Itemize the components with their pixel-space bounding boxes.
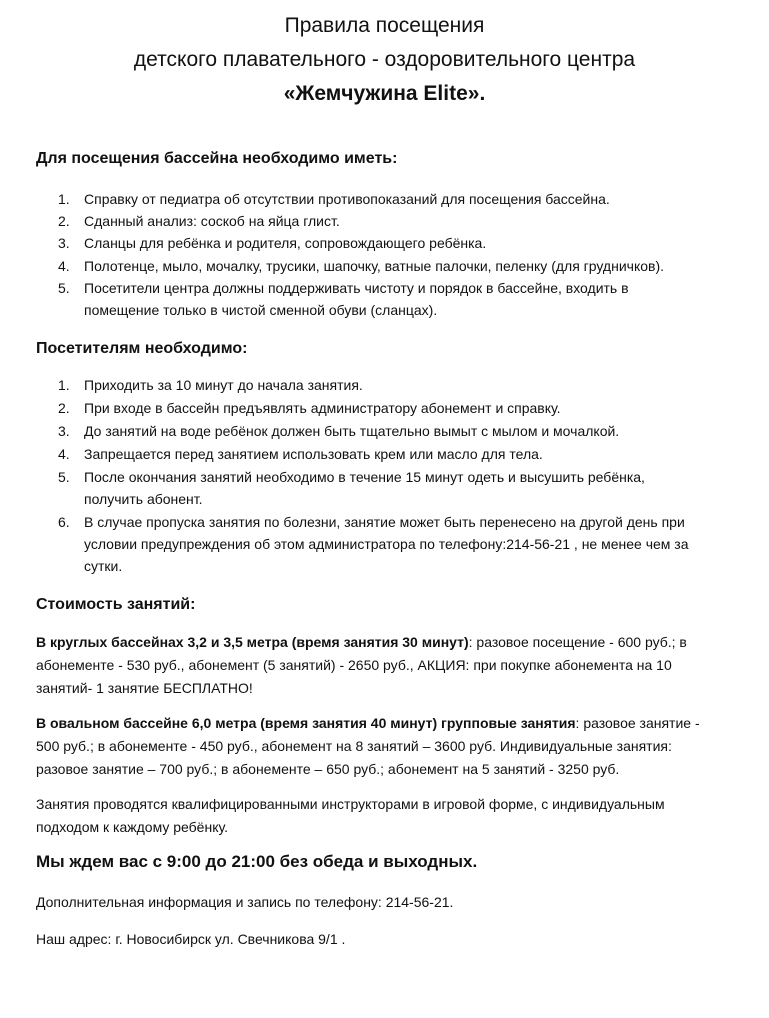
list-item: 5. Посетители центра должны поддерживать чистоту и порядок в бассейне, входить в помещение только в чистой сменной обуви (сланцах). xyxy=(58,280,629,318)
list-item: 3. Сланцы для ребёнка и родителя, сопровождающего ребёнка. xyxy=(58,235,487,251)
list-item: 6. В случае пропуска занятия по болезни, занятие может быть перенесено на другой день при условии предупреждения об этом администратора по телефону:214-56-21 , не менее чем за сутки. xyxy=(58,514,689,574)
contact-info: Дополнительная информация и запись по телефону: 214-56-21. xyxy=(36,894,454,910)
list-item: 5. После окончания занятий необходимо в течение 15 минут одеть и высушить ребёнка, получить абонент. xyxy=(58,469,645,507)
list-item: 2. При входе в бассейн предъявлять администратору абонемент и справку. xyxy=(58,400,561,416)
section1-heading: Для посещения бассейна необходимо иметь: xyxy=(36,150,398,167)
address: Наш адрес: г. Новосибирск ул. Свечникова 9/1 . xyxy=(36,931,346,947)
list-item: 1. Справку от педиатра об отсутствии противопоказаний для посещения бассейна. xyxy=(58,191,610,207)
list-item: 3. До занятий на воде ребёнок должен быть тщательно вымыт с мылом и мочалкой. xyxy=(58,423,620,439)
title-line-3: «Жемчужина Elite». xyxy=(283,82,486,105)
working-hours: Мы ждем вас с 9:00 до 21:00 без обеда и выходных. xyxy=(36,852,478,871)
title-line-1: Правила посещения xyxy=(284,14,485,37)
list-item: 4. Полотенце, мыло, мочалку, трусики, шапочку, ватные палочки, пеленку (для грудничков). xyxy=(58,258,665,274)
list-item: 4. Запрещается перед занятием использовать крем или масло для тела. xyxy=(58,446,543,462)
section2-heading: Посетителям необходимо: xyxy=(36,340,248,357)
section3-heading: Стоимость занятий: xyxy=(36,596,196,613)
price-oval-pool: В овальном бассейне 6,0 метра (время занятия 40 минут) групповые занятия: разовое занятие - 500 руб.; в абонементе - 450 руб., абонемент на 8 занятий – 3600 руб. Индивидуальные занятия: разовое занятие – 700 руб.; в абонементе – 650 руб.; абонемент на 5 занятий - 3250 руб. xyxy=(36,715,700,777)
list-item: 1. Приходить за 10 минут до начала занятия. xyxy=(58,377,363,393)
title-line-2: детского плавательного - оздоровительного центра xyxy=(133,48,636,71)
list-item: 2. Сданный анализ: соскоб на яйца глист. xyxy=(58,213,340,229)
price-round-pools: В круглых бассейнах 3,2 и 3,5 метра (время занятия 30 минут): разовое посещение - 600 руб.; в абонементе - 530 руб., абонемент (5 занятий) - 2650 руб., АКЦИЯ: при покупке абонемента на 10 занятий- 1 занятие БЕСПЛАТНО! xyxy=(36,634,687,696)
instructors-note: Занятия проводятся квалифицированными инструкторами в игровой форме, с индивидуальным подходом к каждому ребёнку. xyxy=(36,796,665,835)
